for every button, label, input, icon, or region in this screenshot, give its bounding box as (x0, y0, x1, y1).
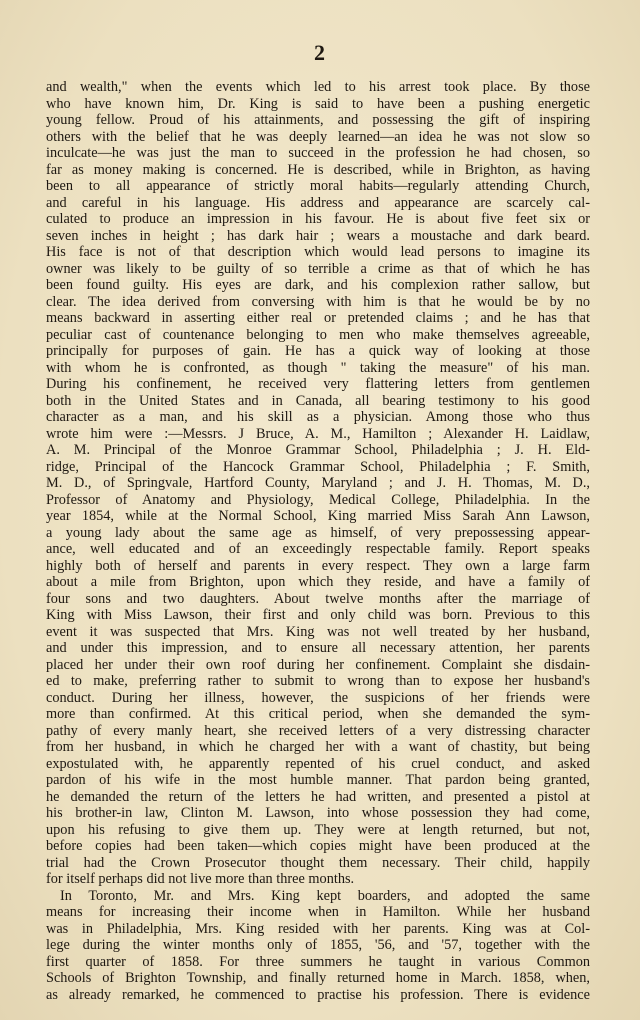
text-line: pathy of every manly heart, she received letters of a very distressing character (46, 722, 590, 739)
text-line: who have known him, Dr. King is said to have been a pushing energetic (46, 95, 590, 112)
text-line: Professor of Anatomy and Physiology, Medical College, Philadelphia. In the (46, 491, 590, 508)
text-line: ance, well educated and of an exceedingly respectable family. Report speaks (46, 541, 590, 557)
text-line: he demanded the return of the letters he had written, and presented a pistol at (46, 788, 590, 805)
text-line: expostulated with, he apparently repented of his cruel conduct, and asked (46, 755, 590, 772)
text-line: owner was likely to be guilty of so terrible a crime as that of which he has (46, 260, 590, 277)
text-line: clear. The idea derived from conversing with him is that he would be by no (46, 293, 590, 310)
text-line: peculiar cast of countenance belonging to men who make themselves agreeable, (46, 326, 590, 343)
text-line: was in Philadelphia, Mrs. King resided with her parents. King was at Col- (46, 920, 590, 937)
text-line: highly both of herself and parents in every respect. They own a large farm (46, 557, 590, 574)
text-line: and wealth," when the events which led to his arrest took place. By those (46, 79, 590, 95)
text-line: more than confirmed. At this critical period, when she demanded the sym- (46, 706, 590, 722)
text-line: A. M. Principal of the Monroe Grammar School, Philadelphia ; J. H. Eld- (46, 442, 590, 458)
text-line: Schools of Brighton Township, and finally returned home in March. 1858, when, (46, 970, 590, 986)
text-line: During his confinement, he received very flattering letters from gentlemen (46, 376, 590, 392)
text-line: four sons and two daughters. About twelve months after the marriage of (46, 590, 590, 607)
text-line: seven inches in height ; has dark hair ; wears a moustache and dark beard. (46, 227, 590, 244)
text-line: before copies had been taken—which copies might have been produced at the (46, 838, 590, 854)
text-line: pardon of his wife in the most humble manner. That pardon being granted, (46, 772, 590, 788)
text-line: principally for purposes of gain. He has a quick way of looking at those (46, 343, 590, 359)
text-line: lege during the winter months only of 1855, '56, and '57, together with the (46, 937, 590, 953)
text-line: placed her under their own roof during her confinement. Complaint she disdain- (46, 656, 590, 673)
text-line: far as money making is concerned. He is described, while in Brighton, as having (46, 161, 590, 178)
text-line: as already remarked, he commenced to practise his profession. There is evidence (46, 986, 590, 1003)
text-line: M. D., of Springvale, Hartford County, Maryland ; and J. H. Thomas, M. D., (46, 475, 590, 491)
text-line: others with the belief that he was deeply learned—an idea he was not slow so (46, 128, 590, 145)
text-line: upon his refusing to give them up. They were at length returned, but not, (46, 821, 590, 838)
text-line: event it was suspected that Mrs. King was not well treated by her husband, (46, 623, 590, 640)
text-line: ed to make, preferring rather to submit to wrong than to expose her husband's (46, 673, 590, 689)
text-line: both in the United States and in Canada, all bearing testimony to his good (46, 392, 590, 409)
text-line: and under this impression, and to ensure all necessary attention, her parents (46, 640, 590, 656)
text-line: In Toronto, Mr. and Mrs. King kept boarders, and adopted the same (60, 887, 590, 904)
text-line: with whom he is confronted, as though " taking the measure" of his man. (46, 359, 590, 376)
text-line: conduct. During her illness, however, the suspicions of her friends were (46, 689, 590, 706)
text-line: and careful in his language. His address and appearance are scarcely cal- (46, 194, 590, 211)
text-line: been to all appearance of strictly moral habits—regularly attending Church, (46, 178, 590, 194)
text-line: for itself perhaps did not live more than three months. (46, 871, 355, 887)
text-line: wrote him were :—Messrs. J Bruce, A. M., Hamilton ; Alexander H. Laidlaw, (46, 425, 590, 442)
body-text (46, 79, 590, 1003)
text-line: year 1854, while at the Normal School, King married Miss Sarah Ann Lawson, (46, 508, 590, 524)
text-line: means backward in asserting either real or pretended claims ; and he has that (46, 310, 590, 326)
text-line: his brother-in law, Clinton M. Lawson, into whose possession they had come, (46, 805, 590, 821)
page-number: 2 (314, 40, 326, 65)
text-line: from her husband, in which he charged her with a want of chastity, but being (46, 739, 590, 755)
text-line: young fellow. Proud of his attainments, and possessing the gift of inspiring (46, 112, 590, 128)
text-line: trial had the Crown Prosecutor thought them necessary. Their child, happily (46, 854, 590, 871)
text-line: first quarter of 1858. For three summers he taught in various Common (46, 953, 590, 970)
text-line: means for increasing their income when in Hamilton. While her husband (46, 904, 590, 920)
text-line: character as a man, and his skill as a physician. Among those who thus (46, 409, 590, 425)
text-line: a young lady about the same age as himself, of very prepossessing appear- (46, 524, 590, 541)
text-line: ridge, Principal of the Hancock Grammar School, Philadelphia ; F. Smith, (46, 458, 590, 475)
text-line: inculcate—he was just the man to succeed in the profession he had chosen, so (46, 145, 590, 161)
text-line: been found guilty. His eyes are dark, and his complexion rather sallow, but (46, 277, 590, 293)
text-line: King with Miss Lawson, their first and only child was born. Previous to this (46, 607, 590, 623)
text-line: His face is not of that description which would lead persons to imagine its (46, 244, 590, 260)
text-line: about a mile from Brighton, upon which they reside, and have a family of (46, 574, 590, 590)
text-line: culated to produce an impression in his favour. He is about five feet six or (46, 211, 590, 227)
